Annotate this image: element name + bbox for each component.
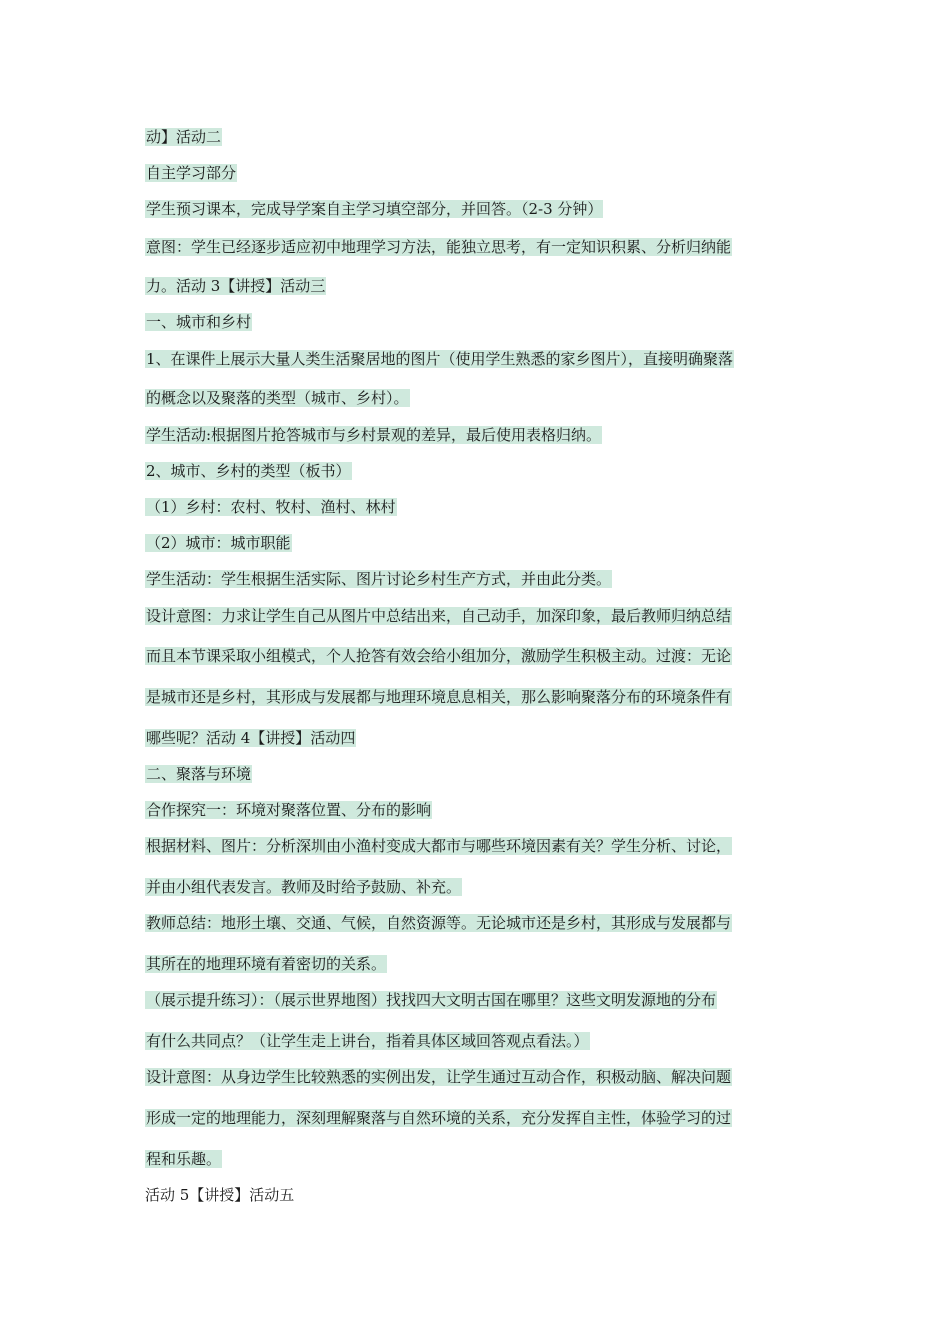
text-line: 学生预习课本，完成导学案自主学习填空部分，并回答。（2-3 分钟） <box>146 200 603 218</box>
text-line: 程和乐趣。 <box>146 1150 222 1168</box>
text-line: 哪些呢？活动 4【讲授】活动四 <box>146 729 356 747</box>
text-line: 合作探究一：环境对聚落位置、分布的影响 <box>146 801 432 819</box>
section-heading: 二、聚落与环境 <box>146 765 252 783</box>
text-line: 并由小组代表发言。教师及时给予鼓励、补充。 <box>146 878 462 896</box>
text-line: 自主学习部分 <box>146 164 237 182</box>
text-line: 是城市还是乡村，其形成与发展都与地理环境息息相关，那么影响聚落分布的环境条件有 <box>146 688 732 706</box>
text-line: 1、在课件上展示大量人类生活聚居地的图片（使用学生熟悉的家乡图片），直接明确聚落 <box>146 350 734 368</box>
text-line: （展示提升练习）：（展示世界地图）找找四大文明古国在哪里？这些文明发源地的分布 <box>146 991 717 1009</box>
text-line: 而且本节课采取小组模式，个人抢答有效会给小组加分，激励学生积极主动。过渡：无论 <box>146 647 732 665</box>
text-line: 学生活动：学生根据生活实际、图片讨论乡村生产方式，并由此分类。 <box>146 570 612 588</box>
text-line: 教师总结：地形土壤、交通、气候，自然资源等。无论城市还是乡村，其形成与发展都与 <box>146 914 732 932</box>
section-heading: 一、城市和乡村 <box>146 313 252 331</box>
text-line: 设计意图：从身边学生比较熟悉的实例出发，让学生通过互动合作，积极动脑、解决问题 <box>146 1068 732 1086</box>
text-line: 形成一定的地理能力，深刻理解聚落与自然环境的关系，充分发挥自主性，体验学习的过 <box>146 1109 732 1127</box>
text-line: （2）城市：城市职能 <box>146 534 291 552</box>
text-line: 2、城市、乡村的类型（板书） <box>146 462 351 480</box>
text-line: 动】活动二 <box>146 128 222 146</box>
text-line: 设计意图：力求让学生自己从图片中总结出来，自己动手，加深印象，最后教师归纳总结 <box>146 607 732 625</box>
text-line: 根据材料、图片：分析深圳由小渔村变成大都市与哪些环境因素有关？学生分析、讨论， <box>146 837 732 855</box>
text-line: 其所在的地理环境有着密切的关系。 <box>146 955 387 973</box>
text-line: 力。活动 3【讲授】活动三 <box>146 277 326 295</box>
text-line: 意图：学生已经逐步适应初中地理学习方法，能独立思考，有一定知识积累、分析归纳能 <box>146 238 732 256</box>
text-line: 活动 5【讲授】活动五 <box>145 1186 295 1204</box>
text-line: 的概念以及聚落的类型（城市、乡村）。 <box>146 389 409 407</box>
text-line: 学生活动:根据图片抢答城市与乡村景观的差异，最后使用表格归纳。 <box>146 426 602 444</box>
text-line: （1）乡村：农村、牧村、渔村、林村 <box>146 498 396 516</box>
text-line: 有什么共同点？（让学生走上讲台，指着具体区域回答观点看法。） <box>146 1032 589 1050</box>
